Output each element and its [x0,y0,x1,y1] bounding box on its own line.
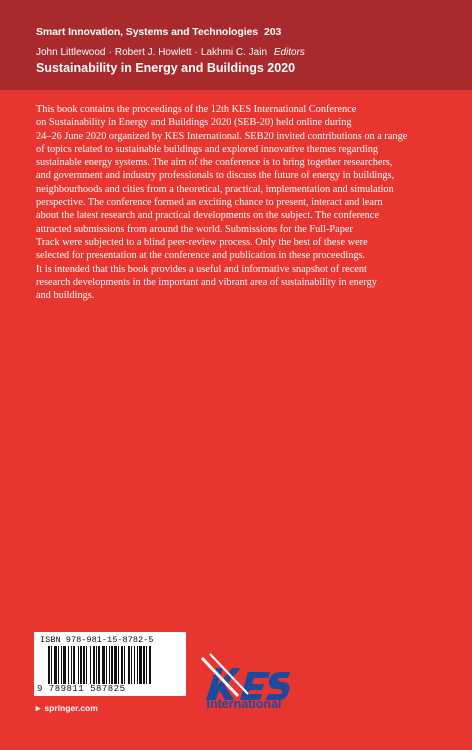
editors-role: Editors [273,47,305,58]
series-name: Smart Innovation, Systems and Technologies [36,26,258,38]
blurb-line: 24–26 June 2020 organized by KES International. SEB20 invited contributions on a range [36,130,408,142]
blurb-line: perspective. The conference formed an exciting chance to present, interact and learn [36,197,383,209]
isbn-text: ISBN 978-981-15-8782-5 [40,635,154,645]
editor-name: Lakhmi C. Jain [200,47,268,58]
editors-line: John Littlewood · Robert J. Howlett · Lakhmi C. Jain Editors [36,47,305,58]
arrow-icon: ► [34,703,43,713]
publisher-url[interactable] [34,703,98,713]
series-volume: 203 [264,26,282,38]
blurb-line: sustainable energy systems. The aim of the conference is to bring together researchers, [36,157,393,169]
blurb-line: and buildings. [36,290,95,302]
blurb-line: about the latest research and practical developments on the subject. The conference [36,210,379,222]
publisher-url-text: springer.com [44,703,98,713]
blurb-line: on Sustainability in Energy and Buildings 2020 (SEB-20) held online during [36,117,352,129]
kes-logo-text: International [206,697,282,711]
blurb-line: research developments in the important and vibrant area of sustainability in energy [36,276,377,288]
back-cover-blurb [36,103,438,302]
editor-name: John Littlewood [36,47,106,58]
blurb-line: This book contains the proceedings of the 12th KES International Conference [36,104,357,115]
barcode-bars [48,646,176,684]
blurb-line: selected for presentation at the conference and publication in these proceedings. [36,250,366,262]
barcode-digits: 9 789811 587825 [37,684,126,694]
book-title: Sustainability in Energy and Buildings 2020 [36,61,296,75]
blurb-line: of topics related to sustainable buildings and explored innovative themes regarding [36,143,378,155]
blurb-line: attracted submissions from around the world. Submissions for the Full-Paper [36,223,353,235]
top-band [0,0,472,90]
isbn-barcode [34,632,186,696]
blurb-line: and government and industry professionals to discuss the future of energy in buildings, [36,170,395,182]
editor-name: Robert J. Howlett [114,47,192,58]
blurb-line: Track were subjected to a blind peer-review process. Only the best of these were [36,236,368,248]
blurb-line: It is intended that this book provides a useful and informative snapshot of recent [36,263,367,275]
series-line [36,26,281,38]
blurb-line: neighbourhoods and cities from a theoretical, practical, implementation and simulation [36,183,394,195]
